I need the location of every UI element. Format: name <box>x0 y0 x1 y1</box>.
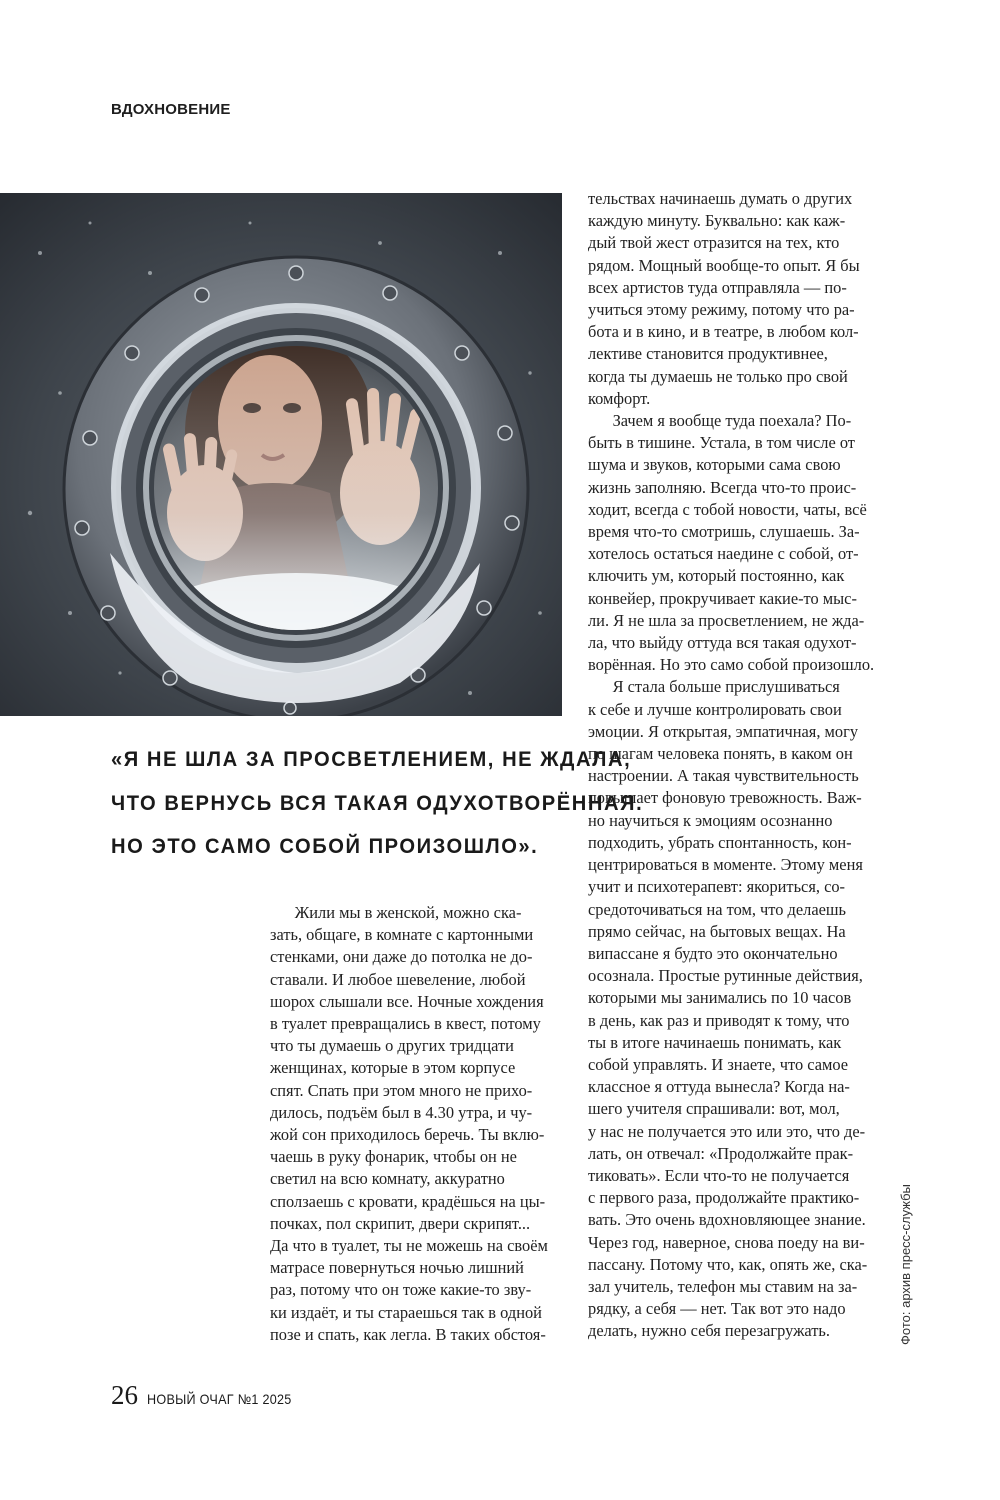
article-line: к себе и лучше контролировать свои <box>588 699 842 719</box>
article-line: быть в тишине. Устала, в том числе от <box>588 433 855 453</box>
article-line: каждую минуту. Буквально: как каж- <box>588 211 846 231</box>
article-line: вать. Это очень вдохновляющее знание. <box>588 1210 866 1230</box>
article-line: ла, что выйду оттуда вся такая одухот- <box>588 633 857 653</box>
article-line: позе и спать, как легла. В таких обстоя- <box>270 1324 546 1344</box>
article-line: ставали. И любое шевеление, любой <box>270 969 526 989</box>
pull-quote-line: ЧТО ВЕРНУСЬ ВСЯ ТАКАЯ ОДУХОТВОРЁННАЯ. <box>111 791 644 815</box>
article-line: осознала. Простые рутинные действия, <box>588 966 863 986</box>
article-line: Жили мы в женской, можно ска- <box>270 903 522 922</box>
page-number: 26 <box>111 1380 138 1410</box>
article-line: тиковать». Если что-то не получается <box>588 1165 850 1185</box>
article-line: подходить, убрать спонтанность, кон- <box>588 832 852 852</box>
article-left-column <box>270 902 565 1346</box>
pull-quote <box>111 738 644 869</box>
article-line: зал учитель, телефон мы ставим на за- <box>588 1276 858 1296</box>
article-line: ки издаёт, и ты стараешься так в одной <box>270 1302 542 1322</box>
article-line: спят. Спать при этом много не прихо- <box>270 1080 533 1100</box>
article-line: в туалет превращались в квест, потому <box>270 1014 541 1034</box>
article-line: почках, пол скрипит, двери скрипят... <box>270 1213 531 1233</box>
article-line: женщинах, которые в этом корпусе <box>270 1058 516 1078</box>
article-line: эмоции. Я открытая, эмпатичная, могу <box>588 721 859 741</box>
article-line: с первого раза, продолжайте практико- <box>588 1188 860 1208</box>
porthole-photo <box>0 193 562 716</box>
article-line: всех артистов туда отправляла — по- <box>588 277 847 297</box>
article-line: средоточиваться на том, что делаешь <box>588 899 846 919</box>
article-line: рядку, а себя — нет. Так вот это надо <box>588 1299 846 1319</box>
article-line: время что-то смотришь, слушаешь. За- <box>588 522 860 542</box>
article-line: Да что в туалет, ты не можешь на своём <box>270 1236 548 1256</box>
article-line: когда ты думаешь не только про свой <box>588 366 848 386</box>
article-line: светил на всю комнату, аккуратно <box>270 1169 505 1189</box>
article-line: сползаешь с кровати, крадёшься на цы- <box>270 1191 546 1211</box>
article-line: лективе становится продуктивнее, <box>588 344 828 364</box>
article-line: випассане я будто это окончательно <box>588 943 838 963</box>
article-line: Я стала больше прислушиваться <box>588 677 840 697</box>
article-line: центрироваться в моменте. Этому меня <box>588 855 863 875</box>
article-line: шего учителя спрашивали: вот, мол, <box>588 1099 840 1119</box>
article-line: тельствах начинаешь думать о других <box>588 189 853 208</box>
article-line: классное я оттуда вынесла? Когда на- <box>588 1077 850 1097</box>
article-line: раз, потому что он тоже какие-то зву- <box>270 1280 532 1300</box>
article-line: бота и в кино, и в театре, в любом кол- <box>588 322 859 342</box>
pull-quote-line: «Я НЕ ШЛА ЗА ПРОСВЕТЛЕНИЕМ, НЕ ЖДАЛА, <box>111 748 632 771</box>
article-line: пассану. Потому что, как, опять же, ска- <box>588 1254 868 1274</box>
article-line: жизнь заполняю. Всегда что-то проис- <box>588 477 857 497</box>
footer <box>111 1380 308 1411</box>
article-line: зать, общаге, в комнате с картонными <box>270 925 534 945</box>
article-line: конвейер, прокручивает какие-то мыс- <box>588 588 857 608</box>
article-line: хотелось остаться наедине с собой, от- <box>588 544 859 564</box>
article-line: в день, как раз и приводят к тому, что <box>588 1010 850 1030</box>
article-line: ты в итоге начинаешь понимать, как <box>588 1032 842 1052</box>
article-line: шорох слышали все. Ночные хождения <box>270 991 544 1011</box>
article-line: по шагам человека понять, в каком он <box>588 744 853 764</box>
article-line: настроении. А такая чувствительность <box>588 766 859 786</box>
article-line: жой сон приходилось беречь. Ты вклю- <box>270 1125 545 1145</box>
section-label: ВДОХНОВЕНИЕ <box>111 101 231 118</box>
article-line: что ты думаешь о других тридцати <box>270 1036 514 1056</box>
pull-quote-line: НО ЭТО САМО СОБОЙ ПРОИЗОШЛО». <box>111 835 539 858</box>
article-line: учит и психотерапевт: якориться, со- <box>588 877 845 897</box>
article-line: ключить ум, который постоянно, как <box>588 566 845 586</box>
article-line: стенками, они даже до потолка не до- <box>270 947 533 967</box>
article-line: лать, он отвечал: «Продолжайте прак- <box>588 1143 854 1163</box>
article-line: ходит, всегда с тобой новости, чаты, всё <box>588 499 867 519</box>
magazine-issue: НОВЫЙ ОЧАГ №1 2025 <box>147 1391 292 1407</box>
article-line: но научиться к эмоциям осознанно <box>588 810 833 830</box>
article-line: Через год, наверное, снова поеду на ви- <box>588 1232 865 1252</box>
article-line: прямо сейчас, на бытовых вещах. На <box>588 921 846 941</box>
article-line: учиться этому режиму, потому что ра- <box>588 300 855 320</box>
article-line: матрасе повернуться ночью лишний <box>270 1258 524 1278</box>
article-line: рядом. Мощный вообще-то опыт. Я бы <box>588 255 860 275</box>
article-line: дилось, подъём был в 4.30 утра, и чу- <box>270 1102 533 1122</box>
article-line: Зачем я вообще туда поехала? По- <box>588 411 852 431</box>
article-line: комфорт. <box>588 388 651 408</box>
article-line: дый твой жест отразится на тех, кто <box>588 233 840 253</box>
article-line: шума и звуков, которыми сама свою <box>588 455 841 475</box>
article-line: собой управлять. И знаете, что самое <box>588 1054 849 1074</box>
photo-credit: Фото: архив пресс-службы <box>898 1184 913 1345</box>
article-line: повышает фоновую тревожность. Важ- <box>588 788 862 808</box>
article-line: чаешь в руку фонарик, чтобы он не <box>270 1147 517 1167</box>
article-line: ли. Я не шла за просветлением, не жда- <box>588 610 865 630</box>
article-right-column <box>588 188 885 1343</box>
article-line: делать, нужно себя перезагружать. <box>588 1321 830 1341</box>
article-line: у нас не получается это или это, что де- <box>588 1121 866 1141</box>
article-line: ворённая. Но это само собой произошло. <box>588 655 875 675</box>
article-line: которыми мы занимались по 10 часов <box>588 988 852 1008</box>
